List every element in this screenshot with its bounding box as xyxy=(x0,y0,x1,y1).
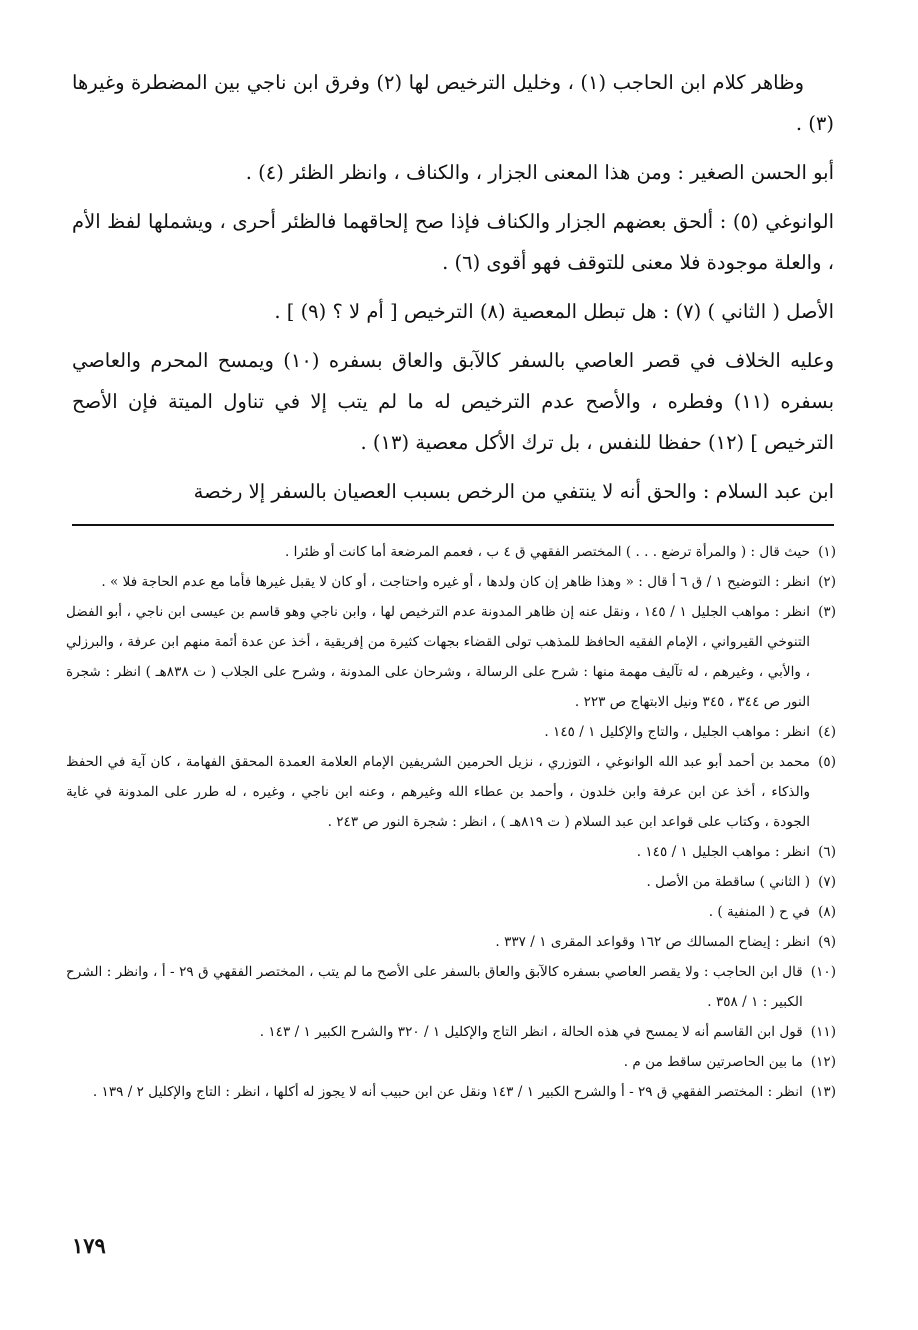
footnote xyxy=(66,567,836,597)
footnote-text: انظر : التوضيح ١ / ق ٦ أ قال : « وهذا ظاهر إن كان ولدها ، أو غيره واحتاجت ، أو كان لا يقبل غيرها فأما مع عدم الحاجة فلا » . xyxy=(101,574,811,590)
footnote xyxy=(66,867,836,897)
footnote xyxy=(66,597,836,717)
footnote-text: انظر : مواهب الجليل ١ / ١٤٥ ، ونقل عنه إن ظاهر المدونة عدم الترخيص لها ، وابن ناجي وهو قاسم بن عيسى ابن ناجي ، أبو الفضل التنوخي القيرواني ، الإمام الفقيه الحافظ للمذهب تولى القضاء بجهات كثيرة من إفريقية ، أخذ عن عدة أئمة منهم ابن عرفة ، والبرزلي ، والأبي ، وغيرهم ، له تآليف مهمة منها : شرح على الرسالة ، وشرحان على المدونة ، وشرح على الجلاب ( ت ٨٣٨هـ ) انظر : شجرة النور ص ٣٤٤ ، ٣٤٥ ونيل الابتهاج ص ٢٢٣ . xyxy=(66,604,811,710)
footnote-number: (٥) xyxy=(818,754,836,770)
footnote-number: (٤) xyxy=(818,724,836,740)
paragraph: وعليه الخلاف في قصر العاصي بالسفر كالآبق والعاق بسفره (١٠) ويمسح المحرم والعاصي بسفره (١١) وفطره ، والأصح عدم الترخيص له ما لم يتب إلا في تناول الميتة فإن الأصح الترخيص ] (١٢) حفظا للنفس ، بل ترك الأكل معصية (١٣) . xyxy=(72,349,835,454)
footnote xyxy=(66,927,836,957)
footnote-text: قول ابن القاسم أنه لا يمسح في هذه الحالة ، انظر التاج والإكليل ١ / ٣٢٠ والشرح الكبير ١ / ١٤٣ . xyxy=(259,1024,803,1040)
footnote-number: (٩) xyxy=(818,934,836,950)
paragraph: الوانوغي (٥) : ألحق بعضهم الجزار والكناف فإذا صح إلحاقهما فالظئر أحرى ، ويشملها لفظ الأم ، والعلة موجودة فلا معنى للتوقف فهو أقوى (٦) . xyxy=(72,210,834,274)
footnotes xyxy=(66,537,836,1107)
footnote-number: (١) xyxy=(818,544,836,560)
footnote-text: محمد بن أحمد أبو عبد الله الوانوغي ، التوزري ، نزيل الحرمين الشريفين الإمام العلامة العمدة المحقق الفهامة ، كان آية في الحفظ والذكاء ، أخذ عن ابن عرفة وابن خلدون ، وأحمد بن عطاء الله وغيرهم ، وعنه ابن ناجي ، وغيره ، له طرر على المدونة في غاية الجودة ، وكتاب على قواعد ابن عبد السلام ( ت ٨١٩هـ ) ، انظر : شجرة النور ص ٢٤٣ . xyxy=(66,754,811,830)
footnote-number: (٦) xyxy=(818,844,836,860)
footnote xyxy=(66,1047,836,1077)
footnote-text: قال ابن الحاجب : ولا يقصر العاصي بسفره كالآبق والعاق بالسفر على الأصح ما لم يتب ، المختصر الفقهي ق ٢٩ - أ ، وانظر : الشرح الكبير : ١ / ٣٥٨ . xyxy=(66,964,803,1010)
footnote-text: انظر : إيضاح المسالك ص ١٦٢ وقواعد المقرى ١ / ٣٣٧ . xyxy=(495,934,811,950)
footnote xyxy=(66,897,836,927)
footnote xyxy=(66,1017,836,1047)
main-text xyxy=(72,62,834,520)
footnote-number: (٢) xyxy=(818,574,836,590)
footnote xyxy=(66,717,836,747)
footnote-text: ( الثاني ) ساقطة من الأصل . xyxy=(646,874,811,890)
footnote xyxy=(66,537,836,567)
footnote-text: انظر : المختصر الفقهي ق ٢٩ - أ والشرح الكبير ١ / ١٤٣ ونقل عن ابن حبيب أنه لا يجوز له أكلها ، انظر : التاج والإكليل ٢ / ١٣٩ . xyxy=(92,1084,803,1100)
footnote xyxy=(66,1077,836,1107)
footnote-number: (١٣) xyxy=(810,1084,836,1100)
footnote-number: (١٢) xyxy=(810,1054,836,1070)
footnote-number: (١٠) xyxy=(810,964,836,980)
footnote xyxy=(66,747,836,837)
paragraph: الأصل ( الثاني ) (٧) : هل تبطل المعصية (٨) الترخيص [ أم لا ؟ (٩) ] . xyxy=(274,300,834,323)
footnote-divider xyxy=(72,524,834,526)
footnote-number: (١١) xyxy=(810,1024,836,1040)
footnote xyxy=(66,837,836,867)
footnote-text: انظر : مواهب الجليل ١ / ١٤٥ . xyxy=(636,844,811,860)
footnote-text: في ح ( المنفية ) . xyxy=(708,904,811,920)
paragraph: ابن عبد السلام : والحق أنه لا ينتفي من الرخص بسبب العصيان بالسفر إلا رخصة xyxy=(193,480,834,503)
footnote-number: (٨) xyxy=(818,904,836,920)
footnote-text: انظر : مواهب الجليل ، والتاج والإكليل ١ / ١٤٥ . xyxy=(544,724,811,740)
footnote-number: (٣) xyxy=(818,604,836,620)
footnote xyxy=(66,957,836,1017)
footnote-text: حيث قال : ( والمرأة ترضع . . . ) المختصر الفقهي ق ٤ ب ، فعمم المرضعة أما كانت أو ظئرا . xyxy=(284,544,811,560)
paragraph: وظاهر كلام ابن الحاجب (١) ، وخليل الترخيص لها (٢) وفرق ابن ناجي بين المضطرة وغيرها (٣) . xyxy=(72,71,834,135)
page-number: ١٧٩ xyxy=(72,1233,106,1258)
paragraph: أبو الحسن الصغير : ومن هذا المعنى الجزار ، والكناف ، وانظر الظئر (٤) . xyxy=(245,161,834,184)
footnote-number: (٧) xyxy=(818,874,836,890)
footnote-text: ما بين الحاصرتين ساقط من م . xyxy=(623,1054,803,1070)
